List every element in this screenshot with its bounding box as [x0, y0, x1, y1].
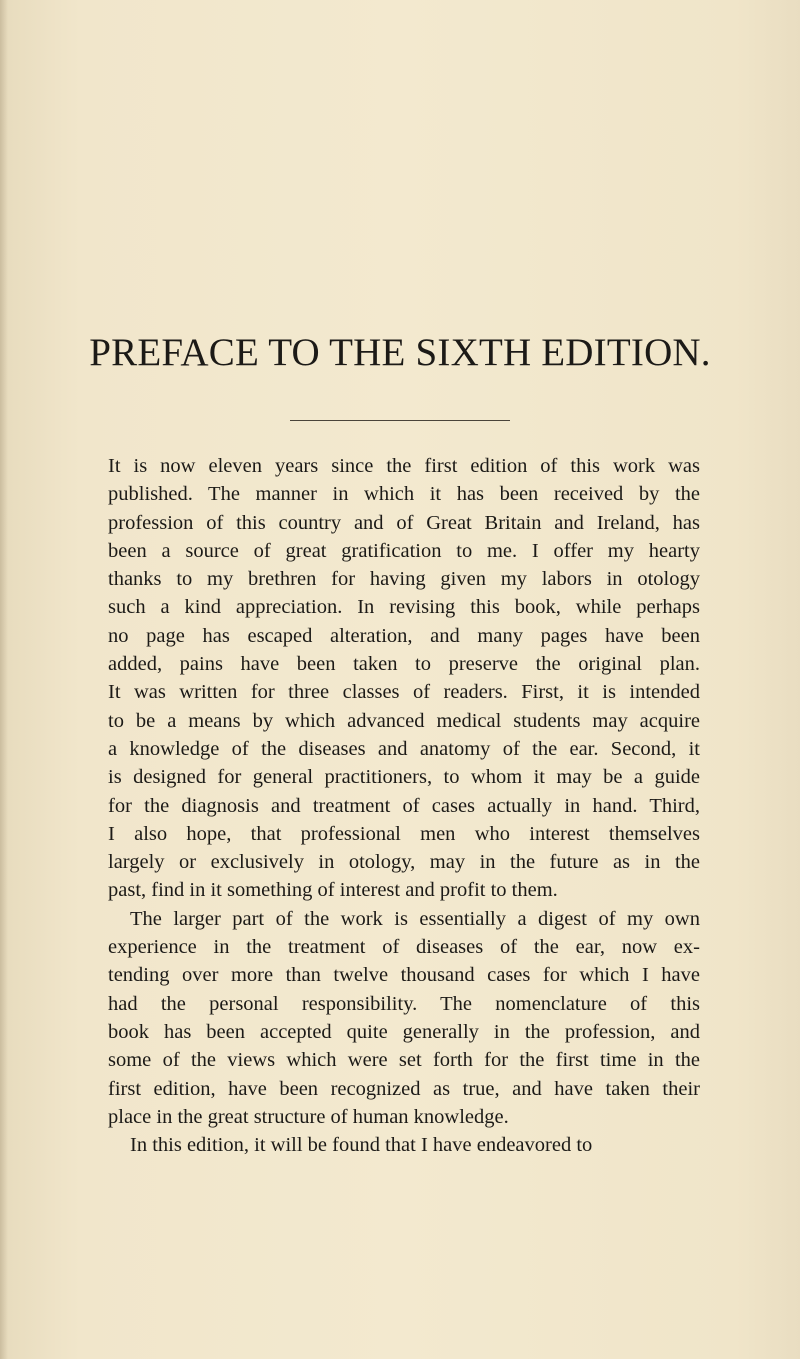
- text-line: to be a means by which advanced medical students may acquire: [108, 709, 700, 732]
- text-line: published. The manner in which it has been received by the: [108, 483, 700, 506]
- text-line: had the personal responsibility. The nomenclature of this: [108, 992, 700, 1015]
- text-line: It was written for three classes of readers. First, it is intended: [108, 681, 700, 704]
- text-line: I also hope, that professional men who interest themselves: [108, 822, 700, 845]
- text-line: tending over more than twelve thousand cases for which I have: [108, 964, 700, 987]
- text-line: some of the views which were set forth for the first time in the: [108, 1049, 700, 1072]
- text-line: The larger part of the work is essentially a digest of my own: [130, 907, 700, 930]
- text-line: for the diagnosis and treatment of cases actually in hand. Third,: [108, 794, 700, 817]
- text-line: largely or exclusively in otology, may in the future as in the: [108, 851, 700, 874]
- text-line: added, pains have been taken to preserve the original plan.: [108, 653, 700, 676]
- text-line: profession of this country and of Great Britain and Ireland, has: [108, 511, 700, 534]
- title-rule: [290, 420, 510, 421]
- text-line: book has been accepted quite generally in the profession, and: [108, 1020, 700, 1043]
- text-line: It is now eleven years since the first edition of this work was: [108, 455, 700, 477]
- page-title: PREFACE TO THE SIXTH EDITION.: [89, 331, 711, 374]
- text-line: a knowledge of the diseases and anatomy of the ear. Second, it: [108, 737, 700, 760]
- text-line: no page has escaped alteration, and many pages have been: [108, 624, 700, 647]
- text-line: such a kind appreciation. In revising this book, while perhaps: [108, 596, 700, 619]
- text-line: past, find in it something of interest and profit to them.: [108, 879, 558, 902]
- text-line: In this edition, it will be found that I have endeavored to: [130, 1134, 593, 1157]
- text-line: been a source of great gratification to me. I offer my hearty: [108, 539, 700, 562]
- text-line: experience in the treatment of diseases of the ear, now ex-: [108, 936, 700, 959]
- text-line: place in the great structure of human knowledge.: [108, 1105, 509, 1128]
- text-line: first edition, have been recognized as true, and have taken their: [108, 1077, 700, 1100]
- preface-text: [108, 452, 700, 1159]
- text-line: thanks to my brethren for having given my labors in otology: [108, 568, 700, 591]
- text-line: is designed for general practitioners, to whom it may be a guide: [108, 766, 700, 789]
